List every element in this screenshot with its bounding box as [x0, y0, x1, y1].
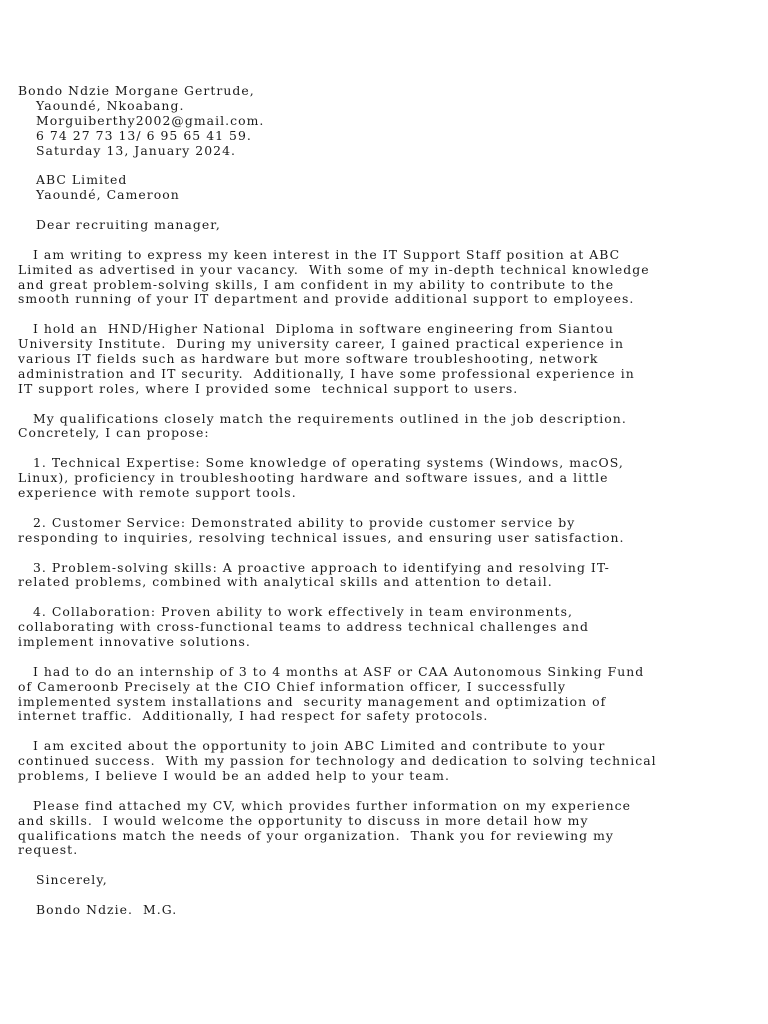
recipient-company: ABC Limited: [36, 172, 128, 188]
paragraph-line: I am writing to express my keen interest in the IT Support Staff position at ABC: [18, 246, 621, 262]
paragraph-line: Linux), proficiency in troubleshooting hardware and software issues, and a little: [18, 470, 609, 486]
paragraph-line: 4. Collaboration: Proven ability to work effectively in team environments,: [18, 604, 573, 620]
salutation: Dear recruiting manager,: [36, 217, 221, 233]
paragraph-line: I am excited about the opportunity to join ABC Limited and contribute to your: [18, 738, 606, 754]
paragraph-line: various IT fields such as hardware but more software troubleshooting, network: [18, 351, 599, 367]
paragraph-line: I hold an HND/Higher National Diploma in software engineering from Siantou: [18, 321, 614, 337]
letter-date: Saturday 13, January 2024.: [36, 142, 236, 158]
recipient-city: Yaoundé, Cameroon: [36, 187, 180, 203]
paragraph-line: 1. Technical Expertise: Some knowledge of operating systems (Windows, macOS,: [18, 455, 624, 471]
sender-name: Bondo Ndzie Morgane Gertrude,: [18, 83, 255, 98]
paragraph-line: implemented system installations and security management and optimization of: [18, 693, 607, 709]
paragraph-line: My qualifications closely match the requirements outlined in the job description.: [18, 410, 627, 426]
paragraph-line: University Institute. During my university career, I gained practical experience in: [18, 336, 625, 352]
paragraph-line: request.: [18, 842, 79, 858]
cover-letter: [18, 84, 760, 918]
paragraph-line: IT support roles, where I provided some technical support to users.: [18, 380, 519, 396]
paragraph-line: of Cameroonb Precisely at the CIO Chief information officer, I successfully: [18, 678, 567, 694]
paragraph-line: responding to inquiries, resolving technical issues, and ensuring user satisfaction.: [18, 529, 625, 545]
paragraph-line: administration and IT security. Additionally, I have some professional experience in: [18, 365, 635, 381]
paragraph-line: smooth running of your IT department and provide additional support to employees.: [18, 291, 635, 307]
paragraph-line: I had to do an internship of 3 to 4 months at ASF or CAA Autonomous Sinking Fund: [18, 663, 645, 679]
paragraph: [18, 412, 760, 442]
sender-block: [18, 84, 760, 158]
paragraph-line: and skills. I would welcome the opportunity to discuss in more detail how my: [18, 812, 589, 828]
paragraph-line: implement innovative solutions.: [18, 633, 251, 649]
paragraph-line: and great problem-solving skills, I am confident in my ability to contribute to the: [18, 276, 615, 292]
paragraph-line: related problems, combined with analytical skills and attention to detail.: [18, 574, 553, 590]
sender-email: Morguiberthy2002@gmail.com.: [36, 112, 265, 128]
paragraph-line: Concretely, I can propose:: [18, 425, 210, 441]
paragraph: [18, 665, 760, 725]
closing: Sincerely,: [36, 872, 108, 888]
paragraph-line: qualifications match the needs of your organization. Thank you for reviewing my: [18, 827, 614, 843]
paragraph-line: Please find attached my CV, which provides further information on my experience: [18, 797, 632, 813]
paragraph: [18, 248, 760, 308]
recipient-block: [18, 173, 760, 203]
paragraph-line: problems, I believe I would be an added help to your team.: [18, 767, 450, 783]
list-item: [18, 605, 760, 650]
paragraph-line: collaborating with cross-functional teams to address technical challenges and: [18, 619, 589, 635]
paragraph-line: Limited as advertised in your vacancy. With some of my in-depth technical knowledge: [18, 261, 650, 277]
paragraph-line: 2. Customer Service: Demonstrated ability to provide customer service by: [18, 514, 576, 530]
paragraph: [18, 799, 760, 859]
paragraph-line: continued success. With my passion for technology and dedication to solving technical: [18, 753, 657, 769]
sender-address: Yaoundé, Nkoabang.: [36, 97, 185, 113]
paragraph-line: experience with remote support tools.: [18, 485, 297, 501]
paragraph: [18, 739, 760, 784]
list-item: [18, 456, 760, 501]
list-item: [18, 516, 760, 546]
paragraph: [18, 322, 760, 396]
signature: Bondo Ndzie. M.G.: [36, 901, 178, 917]
paragraph-line: 3. Problem-solving skills: A proactive approach to identifying and resolving IT-: [18, 559, 610, 575]
list-item: [18, 561, 760, 591]
sender-phone: 6 74 27 73 13/ 6 95 65 41 59.: [36, 127, 252, 143]
paragraph-line: internet traffic. Additionally, I had respect for safety protocols.: [18, 708, 489, 724]
